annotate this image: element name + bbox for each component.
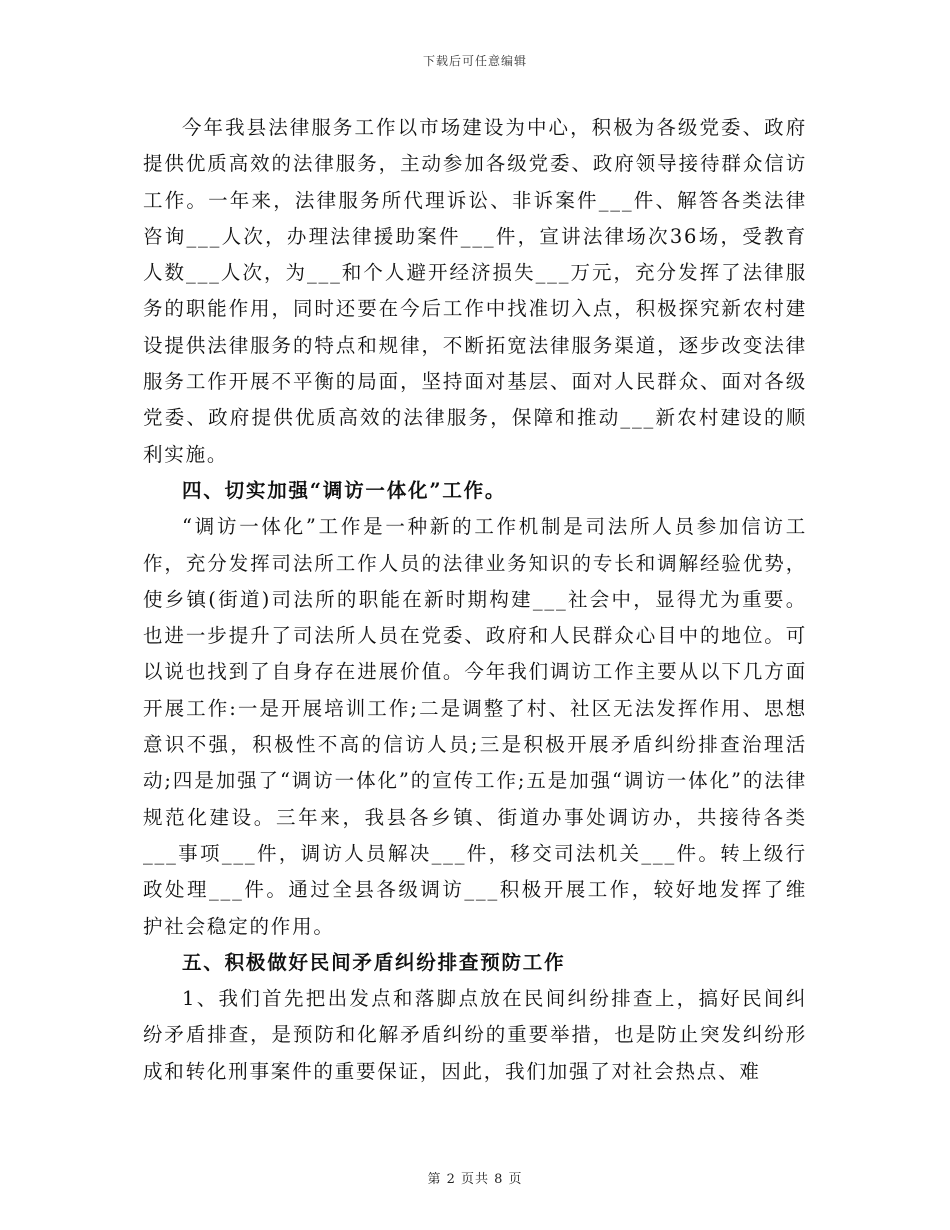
page-footer: 第 2 页共 8 页: [427, 1172, 523, 1187]
paragraph-dispute-screening: 1、我们首先把出发点和落脚点放在民间纠纷排查上，搞好民间纠纷矛盾排查，是预防和化解矛盾纠纷的重要举措，也是防止突发纠纷形成和转化刑事案件的重要保证，因此，我们加强了对社会热点、难: [143, 987, 807, 1083]
section-heading-4: 四、切实加强“调访一体化”工作。: [182, 478, 507, 502]
page-header: 下载后可任意编辑: [422, 54, 527, 68]
section-heading-5: 五、积极做好民间矛盾纠纷排查预防工作: [182, 950, 566, 974]
paragraph-legal-services: 今年我县法律服务工作以市场建设为中心，积极为各级党委、政府提供优质高效的法律服务，主动参加各级党委、政府领导接待群众信访工作。一年来，法律服务所代理诉讼、非诉案件___件、解答各类法律咨询___人次，办理法律援助案件___件，宣讲法律场次36场，受教育人数___人次，为___和个人避开经济损失___万元，充分发挥了法律服务的职能作用，同时还要在今后工作中找准切入点，积极探究新农村建设提供法律服务的特点和规律，不断拓宽法律服务渠道，逐步改变法律服务工作开展不平衡的局面，坚持面对基层、面对人民群众、面对各级党委、政府提供优质高效的法律服务，保障和推动___新农村建设的顺利实施。: [143, 116, 807, 466]
document-body: [143, 110, 807, 1090]
paragraph-mediation-petition: “调访一体化”工作是一种新的工作机制是司法所人员参加信访工作，充分发挥司法所工作人员的法律业务知识的专长和调解经验优势，使乡镇(街道)司法所的职能在新时期构建___社会中，显得尤为重要。也进一步提升了司法所人员在党委、政府和人民群众心目中的地位。可以说也找到了自身存在进展价值。今年我们调访工作主要从以下几方面开展工作:一是开展培训工作;二是调整了村、社区无法发挥作用、思想意识不强，积极性不高的信访人员;三是积极开展矛盾纠纷排查治理活动;四是加强了“调访一体化”的宣传工作;五是加强“调访一体化”的法律规范化建设。三年来，我县各乡镇、街道办事处调访办，共接待各类___事项___件，调访人员解决___件，移交司法机关___件。转上级行政处理___件。通过全县各级调访___积极开展工作，较好地发挥了维护社会稳定的作用。: [143, 515, 807, 938]
